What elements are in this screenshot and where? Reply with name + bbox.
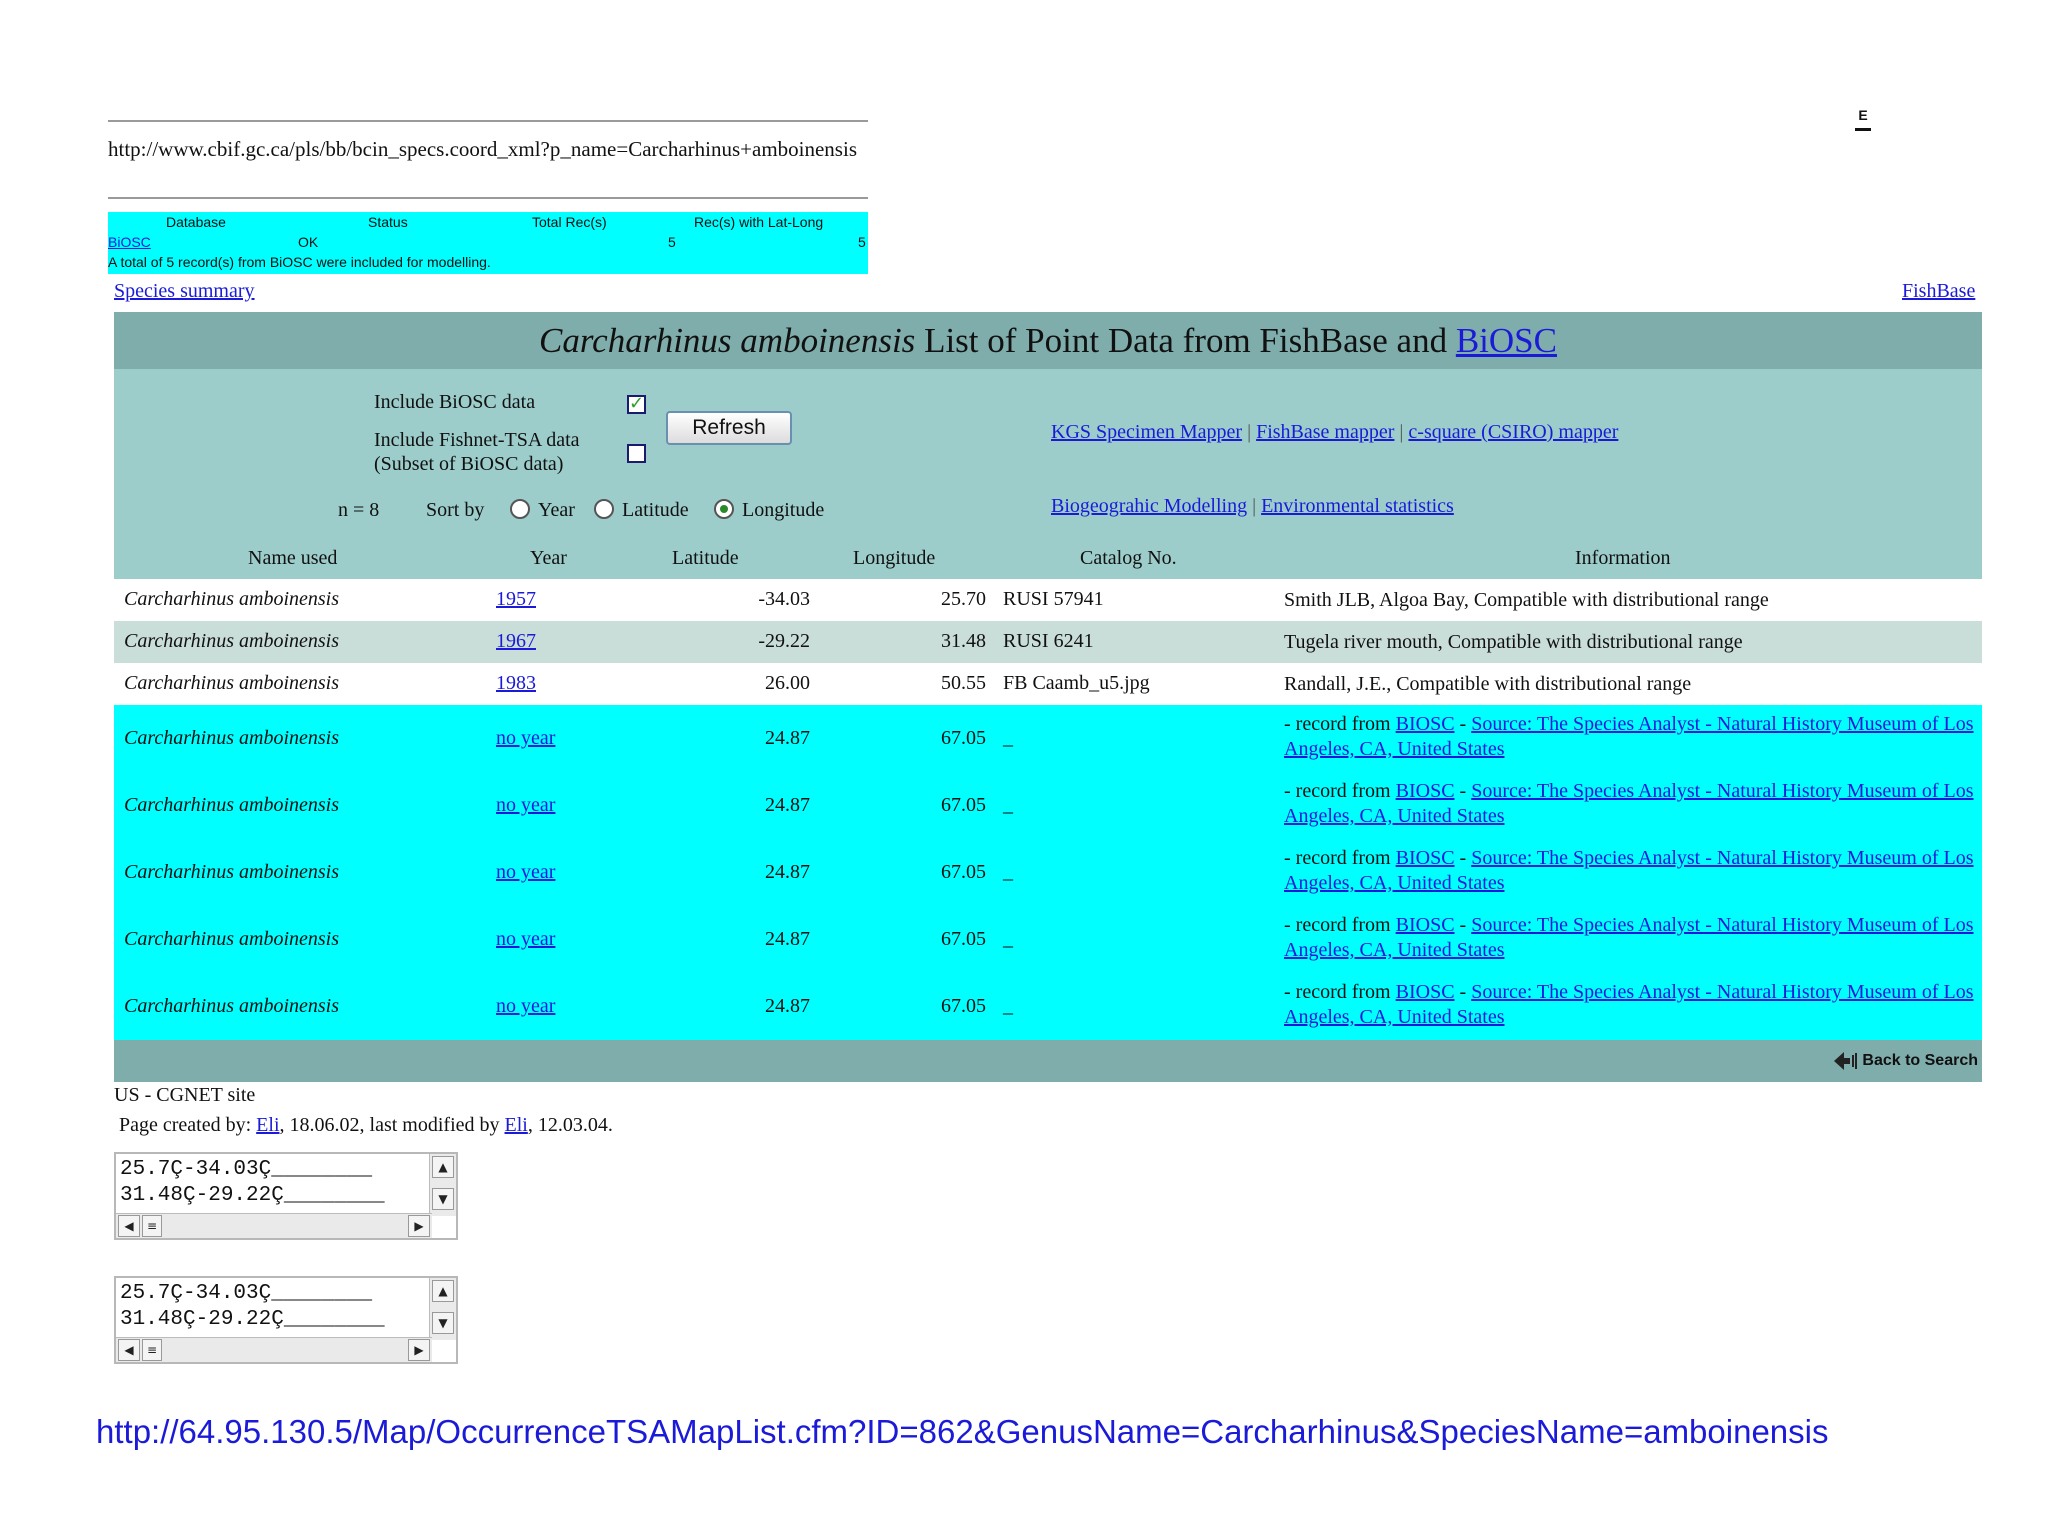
cell-information: [1284, 846, 1974, 896]
cell-information: [1284, 779, 1974, 829]
horizontal-scrollbar[interactable]: [116, 1337, 432, 1362]
include-biosc-label: Include BiOSC data: [374, 391, 536, 413]
cell-latitude: 24.87: [765, 861, 810, 883]
sort-longitude-radio[interactable]: [714, 499, 734, 519]
cell-longitude: 67.05: [941, 995, 986, 1017]
cell-catalog: _: [1003, 995, 1013, 1017]
modifier-link[interactable]: Eli: [504, 1114, 528, 1136]
link-separator: |: [1252, 495, 1257, 517]
page-credits: [119, 1114, 613, 1137]
author-link[interactable]: Eli: [256, 1114, 280, 1136]
query-url: http://www.cbif.gc.ca/pls/bb/bcin_specs.coord_xml?p_name=Carcharhinus+amboinensis: [108, 137, 857, 161]
cell-information: Smith JLB, Algoa Bay, Compatible with distributional range: [1284, 589, 1769, 611]
cell-name: Carcharhinus amboinensis: [124, 630, 340, 652]
scroll-up-icon[interactable]: ▲: [432, 1280, 454, 1302]
cell-name: Carcharhinus amboinensis: [124, 794, 340, 816]
sort-latitude-radio[interactable]: [594, 499, 614, 519]
source-link[interactable]: Source: The Species Analyst - Natural History Museum of Los Angeles, CA, United States: [1284, 981, 1974, 1028]
cell-longitude: 31.48: [941, 630, 986, 652]
cell-name: Carcharhinus amboinensis: [124, 861, 340, 883]
table-row: [114, 579, 1982, 621]
cell-year-link[interactable]: no year: [496, 727, 556, 749]
cell-catalog: _: [1003, 928, 1013, 950]
document-icon: E: [1855, 102, 1871, 131]
textarea-line: 31.48Ç-29.22Ç________: [120, 1308, 385, 1331]
modelling-links: [1051, 495, 1454, 518]
source-link[interactable]: Source: The Species Analyst - Natural History Museum of Los Angeles, CA, United States: [1284, 780, 1974, 827]
csquare-mapper-link[interactable]: c-square (CSIRO) mapper: [1408, 421, 1619, 443]
source-link[interactable]: Source: The Species Analyst - Natural History Museum of Los Angeles, CA, United States: [1284, 847, 1974, 894]
cell-year-link[interactable]: no year: [496, 794, 556, 816]
biosc-link[interactable]: BIOSC: [1395, 847, 1455, 869]
cell-information: [1284, 712, 1974, 762]
info-separator: -: [1459, 981, 1467, 1003]
title-text: List of Point Data from FishBase and: [924, 321, 1448, 360]
source-page-url: http://64.95.130.5/Map/OccurrenceTSAMapList.cfm?ID=862&GenusName=Carcharhinus&SpeciesName=amboinensis: [96, 1413, 1829, 1450]
col-header-longitude: Longitude: [853, 547, 936, 569]
scroll-right-icon[interactable]: ▶: [408, 1215, 430, 1237]
sort-label: Sort by: [426, 499, 485, 521]
info-prefix: - record from: [1284, 713, 1391, 735]
database-summary-box: [108, 212, 868, 274]
kgs-mapper-link[interactable]: KGS Specimen Mapper: [1051, 421, 1243, 443]
col-header-latitude: Latitude: [672, 547, 739, 569]
db-header-status: Status: [368, 214, 408, 230]
info-prefix: - record from: [1284, 914, 1391, 936]
info-separator: -: [1459, 713, 1467, 735]
sort-year-label: Year: [538, 499, 575, 521]
table-row: [114, 705, 1982, 772]
mapper-links: [1051, 421, 1618, 444]
db-total: 5: [668, 234, 676, 250]
cell-information: [1284, 913, 1974, 963]
db-header-database: Database: [166, 214, 226, 230]
table-row: [114, 772, 1982, 839]
textarea-line: 25.7Ç-34.03Ç________: [120, 1282, 373, 1305]
info-prefix: - record from: [1284, 780, 1391, 802]
cell-year-link[interactable]: 1957: [496, 588, 536, 610]
textarea-line: 31.48Ç-29.22Ç________: [120, 1184, 385, 1207]
include-fishnet-checkbox[interactable]: [627, 444, 646, 463]
source-link[interactable]: Source: The Species Analyst - Natural History Museum of Los Angeles, CA, United States: [1284, 914, 1974, 961]
credits-prefix: Page created by:: [119, 1114, 252, 1136]
cell-longitude: 67.05: [941, 928, 986, 950]
controls-area: [114, 369, 1982, 579]
db-note: A total of 5 record(s) from BiOSC were included for modelling.: [108, 254, 491, 270]
sort-latitude-label: Latitude: [622, 499, 689, 521]
biogeographic-modelling-link[interactable]: Biogeograhic Modelling: [1051, 495, 1248, 517]
table-row: [114, 906, 1982, 973]
cell-year-link[interactable]: 1967: [496, 630, 536, 652]
vertical-scrollbar[interactable]: [429, 1154, 456, 1216]
cell-year-link[interactable]: no year: [496, 861, 556, 883]
col-header-name: Name used: [248, 547, 338, 569]
scroll-left-icon[interactable]: ◀: [118, 1215, 140, 1237]
cell-information: Randall, J.E., Compatible with distributional range: [1284, 673, 1692, 695]
cell-catalog: RUSI 57941: [1003, 588, 1104, 610]
fishbase-mapper-link[interactable]: FishBase mapper: [1256, 421, 1395, 443]
environmental-statistics-link[interactable]: Environmental statistics: [1261, 495, 1454, 517]
scroll-down-icon[interactable]: ▼: [432, 1312, 454, 1334]
scroll-thumb[interactable]: ≡: [142, 1339, 162, 1361]
horizontal-scrollbar[interactable]: [116, 1213, 432, 1238]
cell-latitude: 24.87: [765, 794, 810, 816]
cell-information: [1284, 980, 1974, 1030]
col-header-information: Information: [1575, 547, 1671, 569]
db-header-total: Total Rec(s): [532, 214, 607, 230]
back-arrow-icon: [1832, 1050, 1858, 1072]
fishbase-link[interactable]: FishBase: [1902, 280, 1976, 302]
cell-year-link[interactable]: no year: [496, 928, 556, 950]
cell-name: Carcharhinus amboinensis: [124, 995, 340, 1017]
sort-year-radio[interactable]: [510, 499, 530, 519]
info-prefix: - record from: [1284, 847, 1391, 869]
cell-information: Tugela river mouth, Compatible with distributional range: [1284, 631, 1743, 653]
include-fishnet-label: Include Fishnet-TSA data: [374, 429, 580, 451]
biosc-link[interactable]: BIOSC: [1395, 914, 1455, 936]
back-to-search-label: Back to Search: [1862, 1052, 1978, 1070]
refresh-button[interactable]: Refresh: [666, 411, 792, 445]
cell-catalog: FB Caamb_u5.jpg: [1003, 672, 1150, 694]
scroll-up-icon[interactable]: ▲: [432, 1156, 454, 1178]
cell-latitude: -29.22: [758, 630, 810, 652]
species-summary-link[interactable]: Species summary: [114, 280, 255, 302]
cell-name: Carcharhinus amboinensis: [124, 588, 340, 610]
include-biosc-checkbox[interactable]: [627, 395, 646, 414]
title-biosc-link[interactable]: BiOSC: [1455, 321, 1557, 360]
page-title: [114, 312, 1982, 369]
cell-catalog: _: [1003, 727, 1013, 749]
cell-longitude: 67.05: [941, 794, 986, 816]
coordinates-textarea[interactable]: [114, 1152, 458, 1240]
cell-name: Carcharhinus amboinensis: [124, 928, 340, 950]
cell-latitude: 24.87: [765, 995, 810, 1017]
scroll-right-icon[interactable]: ▶: [408, 1339, 430, 1361]
point-data-panel: [114, 312, 1982, 1082]
cell-year-link[interactable]: 1983: [496, 672, 536, 694]
cell-latitude: -34.03: [758, 588, 810, 610]
db-latlong-count: 5: [858, 234, 866, 250]
cell-year-link[interactable]: no year: [496, 995, 556, 1017]
col-header-year: Year: [530, 547, 567, 569]
vertical-scrollbar[interactable]: [429, 1278, 456, 1340]
scroll-thumb[interactable]: ≡: [142, 1215, 162, 1237]
cell-catalog: RUSI 6241: [1003, 630, 1094, 652]
cell-name: Carcharhinus amboinensis: [124, 672, 340, 694]
db-header-latlong: Rec(s) with Lat-Long: [694, 214, 824, 230]
cell-longitude: 67.05: [941, 727, 986, 749]
cell-latitude: 24.87: [765, 727, 810, 749]
panel-footer: [114, 1040, 1982, 1082]
db-biosc-link[interactable]: BiOSC: [108, 234, 151, 250]
table-row: [114, 663, 1982, 705]
link-separator: |: [1247, 421, 1252, 443]
cell-catalog: _: [1003, 794, 1013, 816]
cell-name: Carcharhinus amboinensis: [124, 727, 340, 749]
link-separator: |: [1399, 421, 1404, 443]
info-separator: -: [1459, 914, 1467, 936]
db-status: OK: [298, 234, 319, 250]
credits-suffix: , 12.03.04.: [527, 1114, 613, 1136]
url-divider: [108, 197, 868, 199]
info-separator: -: [1459, 780, 1467, 802]
cell-longitude: 25.70: [941, 588, 986, 610]
scroll-left-icon[interactable]: ◀: [118, 1339, 140, 1361]
info-separator: -: [1459, 847, 1467, 869]
biosc-link[interactable]: BIOSC: [1395, 713, 1455, 735]
top-divider: [108, 120, 868, 122]
table-row: [114, 839, 1982, 906]
cell-longitude: 67.05: [941, 861, 986, 883]
record-count: n = 8: [338, 499, 380, 521]
biosc-link[interactable]: BIOSC: [1395, 780, 1455, 802]
col-header-catalog: Catalog No.: [1080, 547, 1177, 569]
include-fishnet-sublabel: (Subset of BiOSC data): [374, 453, 564, 475]
cell-longitude: 50.55: [941, 672, 986, 694]
cell-latitude: 24.87: [765, 928, 810, 950]
table-row: [114, 621, 1982, 663]
credits-mid: , 18.06.02, last modified by: [279, 1114, 500, 1136]
sort-longitude-label: Longitude: [742, 499, 825, 521]
cell-latitude: 26.00: [765, 672, 810, 694]
back-to-search-button[interactable]: [1832, 1050, 1978, 1072]
source-link[interactable]: Source: The Species Analyst - Natural History Museum of Los Angeles, CA, United States: [1284, 713, 1974, 760]
cell-catalog: _: [1003, 861, 1013, 883]
title-species: Carcharhinus amboinensis: [539, 321, 916, 360]
info-prefix: - record from: [1284, 981, 1391, 1003]
site-note: US - CGNET site: [114, 1084, 256, 1106]
biosc-link[interactable]: BIOSC: [1395, 981, 1455, 1003]
coordinates-textarea[interactable]: [114, 1276, 458, 1364]
table-row: [114, 973, 1982, 1040]
textarea-line: 25.7Ç-34.03Ç________: [120, 1158, 373, 1181]
scroll-down-icon[interactable]: ▼: [432, 1188, 454, 1210]
